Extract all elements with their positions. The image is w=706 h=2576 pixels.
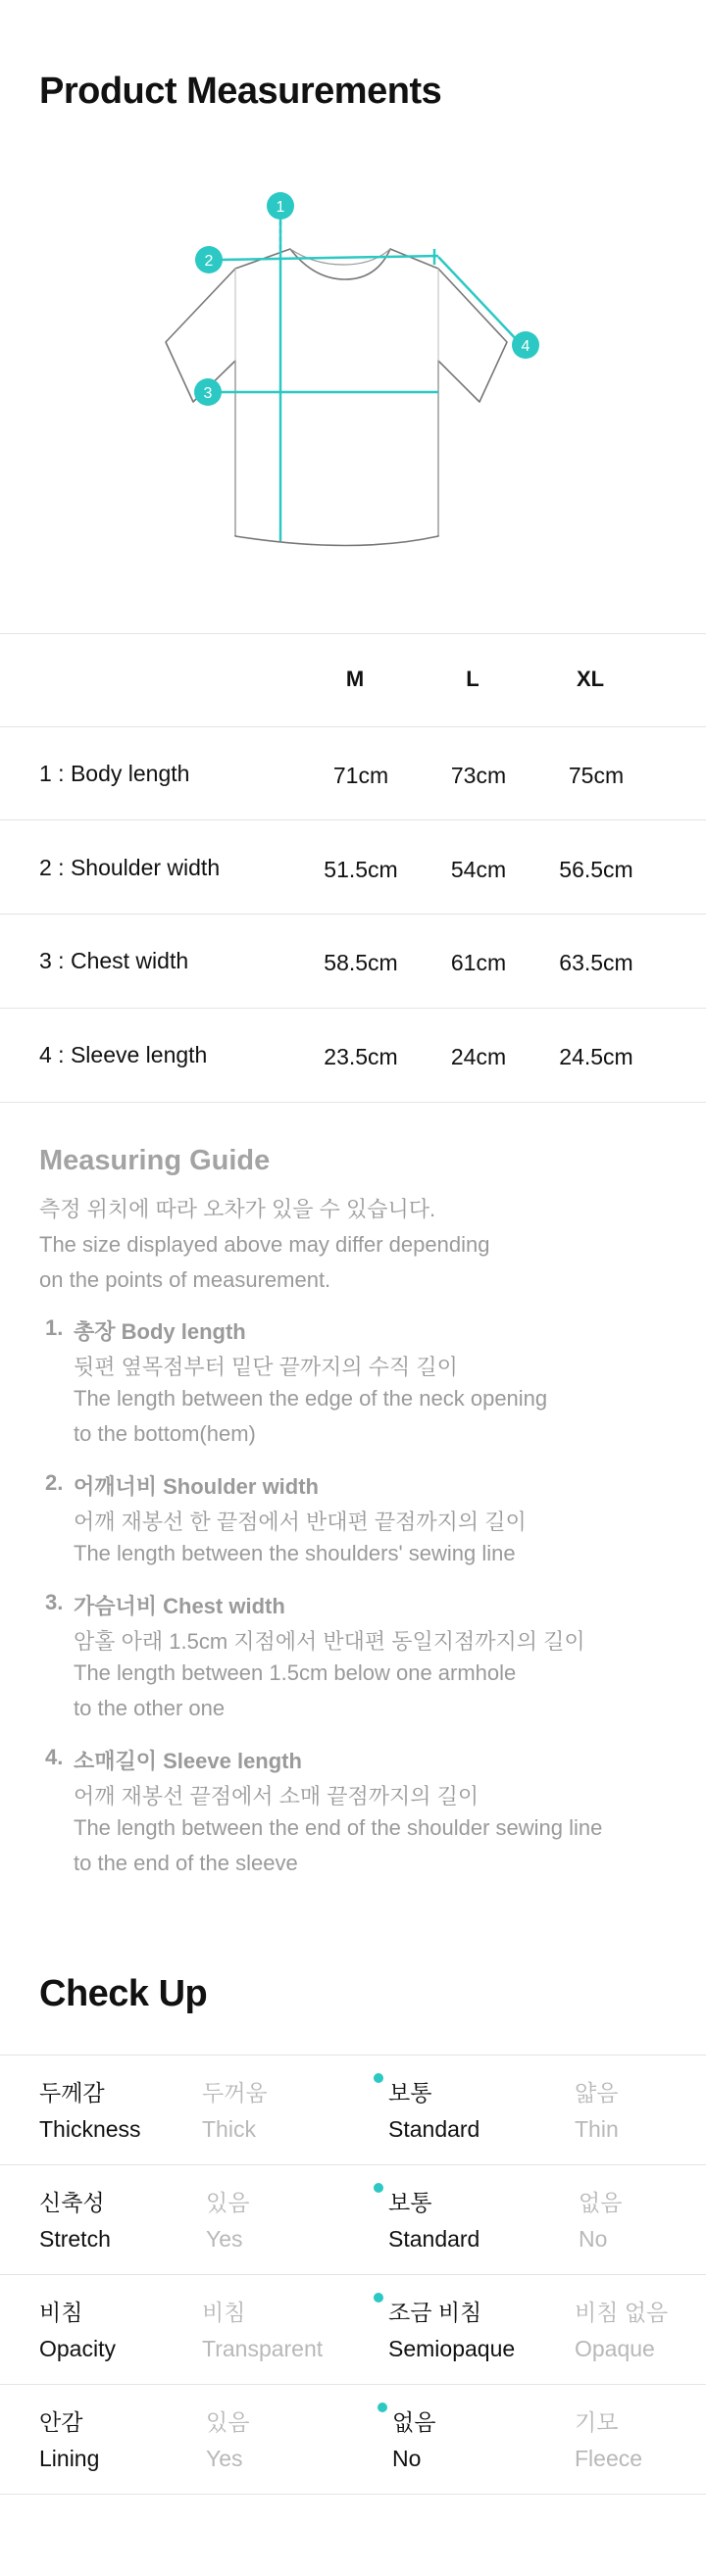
marker-2	[195, 246, 223, 273]
row-value: 54cm	[450, 857, 507, 882]
svg-text:1: 1	[276, 199, 285, 216]
marker-4	[512, 331, 539, 359]
selected-dot-icon	[374, 2183, 383, 2193]
row-value: 56.5cm	[559, 857, 633, 882]
checkup-option: 기모	[575, 2409, 619, 2435]
checkup-divider	[0, 2274, 706, 2275]
guide-item-line: to the bottom(hem)	[74, 1421, 256, 1446]
checkup-divider	[0, 2055, 706, 2056]
checkup-option: 비침 없음	[575, 2300, 669, 2325]
row-value: 24cm	[450, 1044, 507, 1069]
checkup-option: 비침	[202, 2300, 246, 2325]
guide-item-line: The length between the shoulders' sewing line	[74, 1541, 516, 1565]
size-header-m: M	[345, 667, 365, 691]
checkup-option-selected: 조금 비침	[388, 2300, 482, 2325]
checkup-label-en: Lining	[39, 2446, 100, 2471]
checkup-option-selected: 보통	[388, 2190, 432, 2215]
checkup-option: 두꺼움	[202, 2080, 268, 2105]
guide-item-title: 가슴너비 Chest width	[74, 1594, 285, 1618]
checkup-option: 있음	[206, 2409, 250, 2435]
row-divider	[0, 914, 706, 915]
guide-item-number: 1.	[45, 1315, 64, 1340]
row-label: 4 : Sleeve length	[39, 1042, 208, 1067]
guide-item-line: The length between the edge of the neck opening	[74, 1386, 548, 1411]
guide-item-number: 2.	[45, 1470, 64, 1495]
table-top-divider	[0, 633, 706, 634]
checkup-option: 있음	[206, 2190, 250, 2215]
checkup-option: Yes	[206, 2226, 243, 2252]
checkup-option-selected: 없음	[392, 2409, 436, 2435]
selected-dot-icon	[374, 2073, 383, 2083]
guide-item-line: The length between the end of the shoulder sewing line	[74, 1815, 603, 1840]
checkup-label-ko: 두께감	[39, 2080, 105, 2105]
checkup-divider	[0, 2494, 706, 2495]
guide-item-line: to the end of the sleeve	[74, 1851, 298, 1875]
guide-intro-ko: 측정 위치에 따라 오차가 있을 수 있습니다.	[39, 1197, 436, 1221]
row-value: 75cm	[568, 763, 625, 788]
row-label: 1 : Body length	[39, 761, 190, 786]
marker-3	[194, 378, 222, 406]
checkup-option-selected: No	[392, 2446, 422, 2471]
measuring-guide-title: Measuring Guide	[39, 1145, 271, 1176]
guide-intro-en: The size displayed above may differ depending	[39, 1232, 490, 1257]
table-bottom-divider	[0, 1102, 706, 1103]
row-value: 63.5cm	[559, 950, 633, 975]
checkup-label-en: Opacity	[39, 2336, 116, 2361]
checkup-divider	[0, 2384, 706, 2385]
row-label: 3 : Chest width	[39, 948, 189, 973]
checkup-label-en: Thickness	[39, 2116, 141, 2142]
guide-item-line: 어깨 재봉선 한 끝점에서 반대편 끝점까지의 길이	[74, 1510, 527, 1534]
row-value: 71cm	[332, 763, 389, 788]
checkup-option: Fleece	[575, 2446, 643, 2471]
guide-item-title: 어깨너비 Shoulder width	[74, 1474, 319, 1499]
checkup-divider	[0, 2164, 706, 2165]
row-divider	[0, 819, 706, 820]
svg-text:4: 4	[521, 338, 530, 355]
svg-text:2: 2	[204, 253, 214, 270]
guide-item-line: The length between 1.5cm below one armhole	[74, 1660, 517, 1685]
checkup-option: Thick	[202, 2116, 256, 2142]
guide-item-line: 암홀 아래 1.5cm 지점에서 반대편 동일지점까지의 길이	[74, 1629, 585, 1654]
checkup-label-ko: 안감	[39, 2409, 83, 2435]
guide-item-line: 어깨 재봉선 끝점에서 소매 끝점까지의 길이	[74, 1784, 479, 1808]
guide-item-title: 총장 Body length	[74, 1319, 246, 1344]
checkup-option: 얇음	[575, 2080, 619, 2105]
size-header-xl: XL	[576, 667, 605, 691]
checkup-option: No	[579, 2226, 608, 2252]
checkup-option: Thin	[575, 2116, 619, 2142]
guide-item-number: 4.	[45, 1745, 64, 1769]
row-value: 61cm	[450, 950, 507, 975]
checkup-option: Opaque	[575, 2336, 655, 2361]
row-divider	[0, 1008, 706, 1009]
row-value: 51.5cm	[324, 857, 398, 882]
row-value: 73cm	[450, 763, 507, 788]
page-title: Product Measurements	[39, 71, 442, 112]
guide-item-line: to the other one	[74, 1696, 226, 1720]
row-value: 24.5cm	[559, 1044, 633, 1069]
row-value: 58.5cm	[324, 950, 398, 975]
checkup-label-en: Stretch	[39, 2226, 111, 2252]
guide-item-number: 3.	[45, 1590, 64, 1614]
checkup-option-selected: Standard	[388, 2226, 480, 2252]
guide-intro-en: on the points of measurement.	[39, 1267, 331, 1292]
check-up-title: Check Up	[39, 1973, 208, 2014]
table-header-divider	[0, 726, 706, 727]
row-value: 23.5cm	[324, 1044, 398, 1069]
checkup-option-selected: Standard	[388, 2116, 480, 2142]
checkup-option: 없음	[579, 2190, 623, 2215]
row-label: 2 : Shoulder width	[39, 855, 221, 880]
checkup-label-ko: 신축성	[39, 2190, 105, 2215]
svg-text:3: 3	[203, 385, 213, 402]
selected-dot-icon	[378, 2403, 387, 2412]
tshirt-diagram	[0, 176, 706, 569]
marker-1	[267, 192, 294, 220]
checkup-option-selected: Semiopaque	[388, 2336, 516, 2361]
sleeve-length-line	[438, 257, 520, 343]
checkup-option: Transparent	[202, 2336, 324, 2361]
shoulder-width-line	[222, 256, 438, 260]
checkup-option-selected: 보통	[388, 2080, 432, 2105]
size-header-l: L	[466, 667, 479, 691]
guide-item-title: 소매길이 Sleeve length	[74, 1749, 302, 1773]
checkup-option: Yes	[206, 2446, 243, 2471]
guide-item-line: 뒷편 옆목점부터 밑단 끝까지의 수직 길이	[74, 1355, 458, 1379]
selected-dot-icon	[374, 2293, 383, 2303]
checkup-label-ko: 비침	[39, 2300, 83, 2325]
